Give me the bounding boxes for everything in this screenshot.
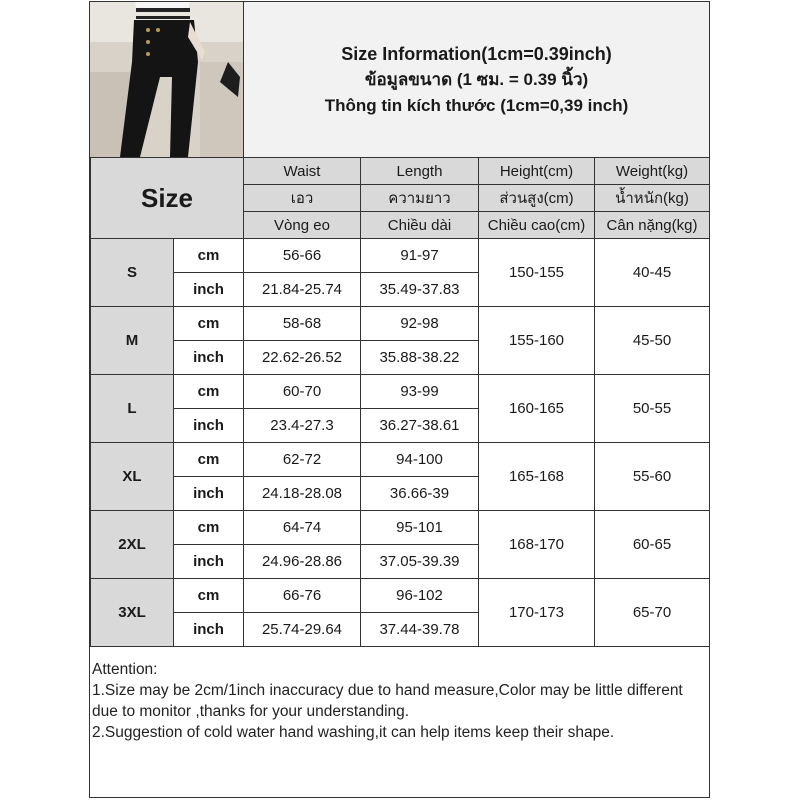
length-header-en: Length xyxy=(361,158,479,185)
weight-header-en: Weight(kg) xyxy=(595,158,710,185)
length-cm: 91-97 xyxy=(361,239,479,273)
unit-inch: inch xyxy=(174,409,244,443)
table-row xyxy=(91,511,710,545)
length-inch: 37.05-39.39 xyxy=(361,545,479,579)
waist-cm: 56-66 xyxy=(244,239,361,273)
size-label: 2XL xyxy=(91,511,174,579)
size-label: L xyxy=(91,375,174,443)
model-legs-image xyxy=(90,2,243,157)
header-title-en: Size Information(1cm=0.39inch) xyxy=(341,43,612,64)
waist-inch: 21.84-25.74 xyxy=(244,273,361,307)
waist-inch: 23.4-27.3 xyxy=(244,409,361,443)
product-photo xyxy=(90,2,244,157)
weight-header-th: น้ำหนัก(kg) xyxy=(595,185,710,212)
size-label: M xyxy=(91,307,174,375)
size-table xyxy=(90,157,710,647)
height-value: 168-170 xyxy=(479,511,595,579)
length-inch: 36.27-38.61 xyxy=(361,409,479,443)
weight-value: 60-65 xyxy=(595,511,710,579)
header-title-th: ข้อมูลขนาด (1 ซม. = 0.39 นิ้ว) xyxy=(364,69,589,89)
unit-cm: cm xyxy=(174,239,244,273)
length-cm: 95-101 xyxy=(361,511,479,545)
size-chart xyxy=(89,1,710,798)
height-value: 160-165 xyxy=(479,375,595,443)
table-row xyxy=(91,375,710,409)
waist-header-vi: Vòng eo xyxy=(244,212,361,239)
table-row xyxy=(91,307,710,341)
unit-cm: cm xyxy=(174,443,244,477)
length-inch: 35.88-38.22 xyxy=(361,341,479,375)
length-inch: 36.66-39 xyxy=(361,477,479,511)
table-row xyxy=(91,443,710,477)
size-column-header: Size xyxy=(91,158,244,239)
unit-inch: inch xyxy=(174,613,244,647)
length-header-th: ความยาว xyxy=(361,185,479,212)
table-row xyxy=(91,239,710,273)
waist-header-th: เอว xyxy=(244,185,361,212)
length-inch: 35.49-37.83 xyxy=(361,273,479,307)
waist-cm: 62-72 xyxy=(244,443,361,477)
unit-cm: cm xyxy=(174,511,244,545)
unit-cm: cm xyxy=(174,579,244,613)
length-cm: 93-99 xyxy=(361,375,479,409)
height-header-en: Height(cm) xyxy=(479,158,595,185)
header-row-en xyxy=(91,158,710,185)
height-header-th: ส่วนสูง(cm) xyxy=(479,185,595,212)
length-cm: 92-98 xyxy=(361,307,479,341)
unit-inch: inch xyxy=(174,545,244,579)
attention-note-2: 2.Suggestion of cold water hand washing,it can help items keep their shape. xyxy=(92,724,615,741)
waist-cm: 66-76 xyxy=(244,579,361,613)
waist-cm: 60-70 xyxy=(244,375,361,409)
attention-title: Attention: xyxy=(92,661,158,678)
length-header-vi: Chiều dài xyxy=(361,212,479,239)
weight-header-vi: Cân nặng(kg) xyxy=(595,212,710,239)
weight-value: 45-50 xyxy=(595,307,710,375)
header-title-vi: Thông tin kích thước (1cm=0,39 inch) xyxy=(324,95,629,115)
waist-cm: 58-68 xyxy=(244,307,361,341)
height-value: 165-168 xyxy=(479,443,595,511)
weight-value: 50-55 xyxy=(595,375,710,443)
unit-inch: inch xyxy=(174,477,244,511)
weight-value: 55-60 xyxy=(595,443,710,511)
size-label: S xyxy=(91,239,174,307)
attention-note-1: 1.Size may be 2cm/1inch inaccuracy due to hand measure,Color may be little different due to monitor ,thanks for your understanding. xyxy=(92,682,683,720)
unit-inch: inch xyxy=(174,341,244,375)
table-row xyxy=(91,579,710,613)
height-value: 155-160 xyxy=(479,307,595,375)
waist-inch: 25.74-29.64 xyxy=(244,613,361,647)
weight-value: 65-70 xyxy=(595,579,710,647)
weight-value: 40-45 xyxy=(595,239,710,307)
height-header-vi: Chiều cao(cm) xyxy=(479,212,595,239)
length-cm: 96-102 xyxy=(361,579,479,613)
attention-notes xyxy=(92,659,704,743)
height-value: 170-173 xyxy=(479,579,595,647)
waist-inch: 24.96-28.86 xyxy=(244,545,361,579)
length-inch: 37.44-39.78 xyxy=(361,613,479,647)
waist-cm: 64-74 xyxy=(244,511,361,545)
size-info-header xyxy=(244,2,709,157)
unit-cm: cm xyxy=(174,307,244,341)
waist-inch: 22.62-26.52 xyxy=(244,341,361,375)
height-value: 150-155 xyxy=(479,239,595,307)
size-label: XL xyxy=(91,443,174,511)
length-cm: 94-100 xyxy=(361,443,479,477)
waist-inch: 24.18-28.08 xyxy=(244,477,361,511)
size-label: 3XL xyxy=(91,579,174,647)
unit-cm: cm xyxy=(174,375,244,409)
waist-header-en: Waist xyxy=(244,158,361,185)
unit-inch: inch xyxy=(174,273,244,307)
